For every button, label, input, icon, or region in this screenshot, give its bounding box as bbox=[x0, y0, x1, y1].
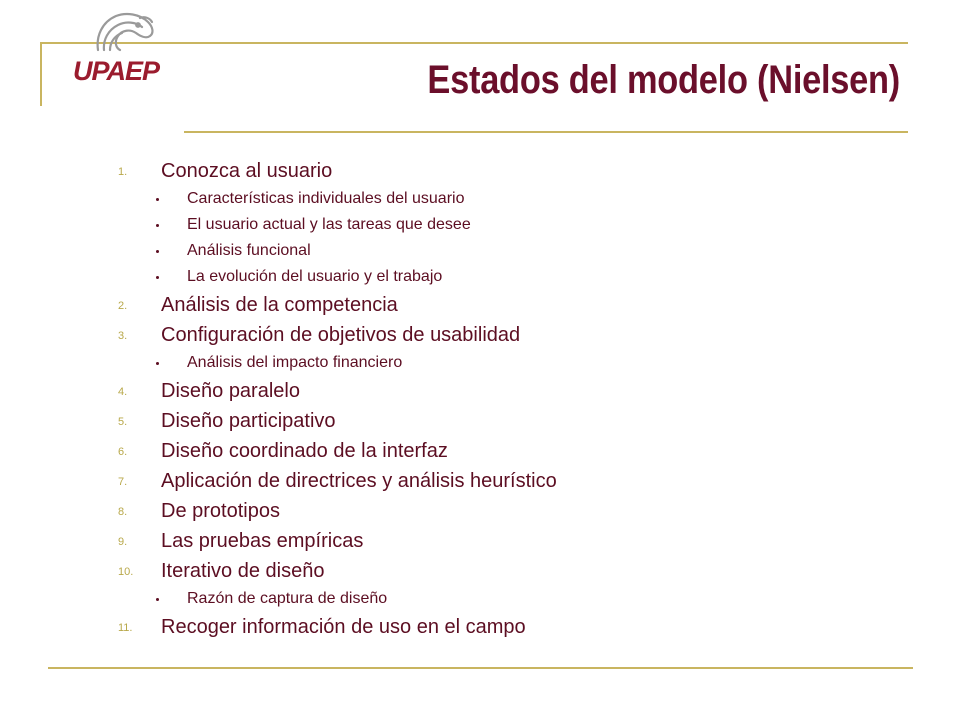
list-number: 7. bbox=[118, 476, 128, 488]
list-item bbox=[118, 556, 898, 586]
sub-list-item-text: El usuario actual y las tareas que desee bbox=[187, 216, 471, 233]
bullet-icon bbox=[156, 224, 159, 227]
list-number: 8. bbox=[118, 506, 128, 518]
sub-list-item-text: La evolución del usuario y el trabajo bbox=[187, 268, 443, 285]
list-number: 10. bbox=[118, 566, 134, 578]
list-number: 4. bbox=[118, 386, 128, 398]
sub-list-item-text: Razón de captura de diseño bbox=[187, 590, 388, 607]
list-number: 3. bbox=[118, 330, 128, 342]
bullet-icon bbox=[156, 250, 159, 253]
list-item-text: Recoger información de uso en el campo bbox=[161, 616, 526, 638]
list-item-text: Diseño paralelo bbox=[161, 380, 300, 402]
list-item-text: Diseño participativo bbox=[161, 410, 336, 432]
sub-list-item bbox=[118, 264, 898, 290]
sub-list-item bbox=[118, 586, 898, 612]
list-item-text: Configuración de objetivos de usabilidad bbox=[161, 324, 521, 346]
list-item-text: Iterativo de diseño bbox=[161, 560, 325, 582]
list-item bbox=[118, 320, 898, 350]
sub-list-item bbox=[118, 212, 898, 238]
sub-list-item-text: Análisis del impacto financiero bbox=[187, 354, 403, 371]
list-item bbox=[118, 496, 898, 526]
list-item-text: Análisis de la competencia bbox=[161, 294, 398, 316]
sub-list-item-text: Características individuales del usuario bbox=[187, 190, 465, 207]
upaep-logo bbox=[56, 6, 176, 92]
logo-wordmark: UPAEP bbox=[72, 56, 160, 86]
frame-left-rule bbox=[40, 42, 42, 106]
list-item bbox=[118, 156, 898, 186]
list-item-text: Conozca al usuario bbox=[161, 160, 333, 182]
list-item-text: Las pruebas empíricas bbox=[161, 530, 364, 552]
list-number: 6. bbox=[118, 446, 128, 458]
page-title: Estados del modelo (Nielsen) bbox=[427, 58, 900, 102]
sub-list-item-text: Análisis funcional bbox=[187, 242, 311, 259]
list-item-text: Diseño coordinado de la interfaz bbox=[161, 440, 448, 462]
sub-list-item bbox=[118, 350, 898, 376]
list-item bbox=[118, 466, 898, 496]
list-number: 1. bbox=[118, 166, 128, 178]
sub-list-item bbox=[118, 186, 898, 212]
list-number: 5. bbox=[118, 416, 128, 428]
bullet-icon bbox=[156, 598, 159, 601]
list-number: 9. bbox=[118, 536, 128, 548]
list-item-text: Aplicación de directrices y análisis heurístico bbox=[161, 470, 557, 492]
bullet-icon bbox=[156, 198, 159, 201]
list-item bbox=[118, 612, 898, 642]
list-item bbox=[118, 376, 898, 406]
list-item bbox=[118, 290, 898, 320]
sub-list-item bbox=[118, 238, 898, 264]
bullet-icon bbox=[156, 276, 159, 279]
list-number: 2. bbox=[118, 300, 128, 312]
topic-list bbox=[118, 156, 898, 642]
bullet-icon bbox=[156, 362, 159, 365]
list-item bbox=[118, 436, 898, 466]
list-number: 11. bbox=[118, 622, 133, 634]
list-item bbox=[118, 406, 898, 436]
bottom-rule bbox=[48, 667, 913, 669]
list-item-text: De prototipos bbox=[161, 500, 280, 522]
title-underline-rule bbox=[184, 131, 908, 133]
list-item bbox=[118, 526, 898, 556]
